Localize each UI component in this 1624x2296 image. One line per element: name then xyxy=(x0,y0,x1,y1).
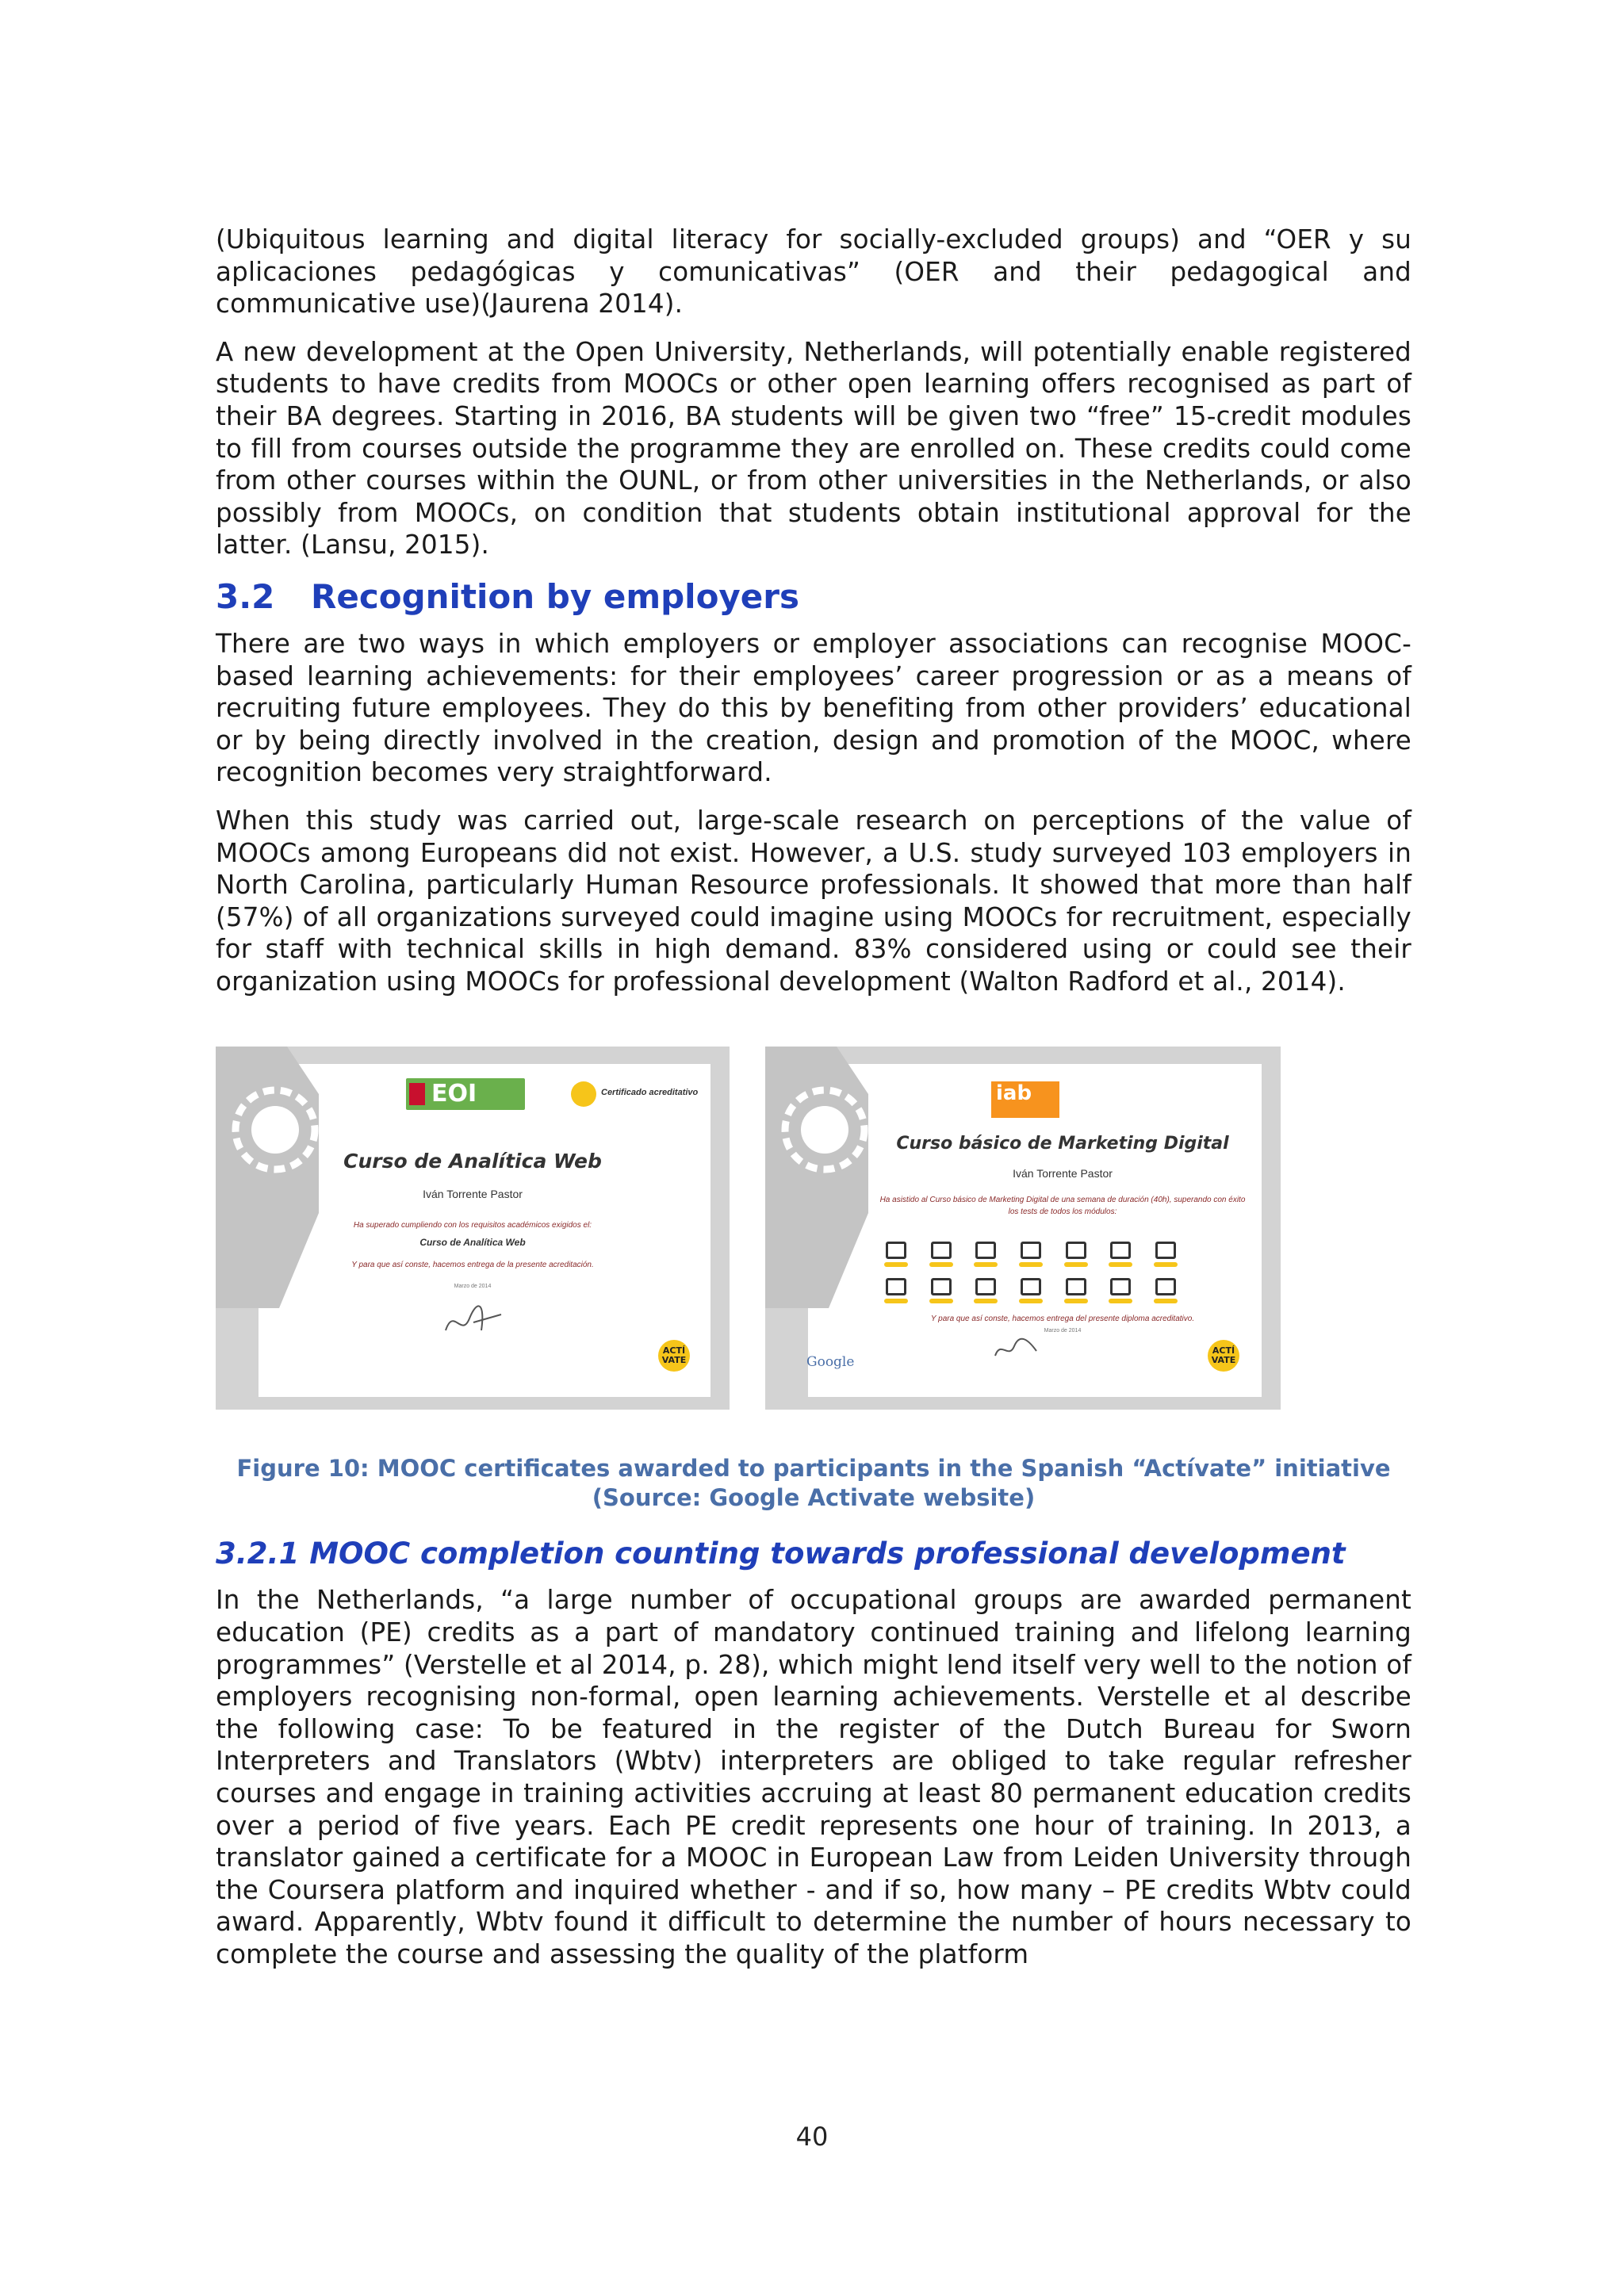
module-icons-row xyxy=(884,1242,1178,1267)
eoi-logo-text: EOI xyxy=(431,1080,477,1108)
section-heading xyxy=(216,577,1411,617)
module-icon xyxy=(1109,1278,1132,1303)
iab-logo-text: iab xyxy=(996,1081,1032,1106)
certificate-marketing-digital xyxy=(765,1047,1281,1410)
figure-certificates xyxy=(216,1047,1411,1413)
module-icon xyxy=(1019,1278,1043,1303)
paragraph: In the Netherlands, “a large number of occupational groups are awarded permanent education (PE) credits as a part of mandatory continued training and lifelong learning programmes” (Verstelle et al 2014, p. 28), which might lend itself very well to the notion of employers recognising non-formal, open learning achievements. Verstelle et al describe the following case: To be featured in the register of the Dutch Bureau for Sworn Interpreters and Translators (Wbtv) interpreters are obliged to take regular refresher courses and engage in training activities accruing at least 80 permanent education credits over a period of five years. Each PE credit represents one hour of training. In 2013, a translator gained a certificate for a MOOC in European Law from Leiden University through the Coursera platform and inquired whether - and if so, how many – PE credits Wbtv could award. Apparently, Wbtv found it difficult to determine the number of hours necessary to complete the course and assessing the quality of the platform xyxy=(216,1585,1411,1969)
module-icon xyxy=(1154,1242,1178,1267)
certificate-text: Y para que así conste, hacemos entrega del presente diploma acreditativo. xyxy=(930,1314,1195,1324)
module-icons-row xyxy=(884,1278,1178,1303)
subsection-heading: 3.2.1 MOOC completion counting towards professional development xyxy=(216,1536,1346,1571)
certificate-text: Ha asistido al Curso básico de Marketing Digital de una semana de duración (40h), superando con éxito los tests de todos los módulos: xyxy=(879,1196,1246,1217)
paragraph: A new development at the Open University, Netherlands, will potentially enable registered students to have credits from MOOCs or other open learning offers recognised as part of their BA degrees. Starting in 2016, BA students will be given two “free” 15-credit modules to fill from courses outside the programme they are enrolled on. These credits could come from other courses within the OUNL, or from other universities in the Netherlands, or also possibly from MOOCs, on condition that students obtain institutional approval for the latter. (Lansu, 2015). xyxy=(216,336,1411,561)
figure-caption-line: (Source: Google Activate website) xyxy=(592,1484,1036,1512)
section-title: Recognition by employers xyxy=(311,576,799,616)
certificate-title: Curso básico de Marketing Digital xyxy=(896,1134,1229,1154)
certificate-title: Curso de Analítica Web xyxy=(343,1150,602,1173)
certificate-analitica-web xyxy=(216,1047,730,1410)
module-icon xyxy=(1064,1278,1088,1303)
activate-badge: ACTÍ VATE xyxy=(658,1340,690,1372)
certificate-recipient: Iván Torrente Pastor xyxy=(1013,1167,1113,1181)
paragraph: There are two ways in which employers or employer associations can recognise MOOC-based learning achievements: for their employees’ career progression or as a means of recruiting future employees. They do this by benefiting from other providers’ educational or by being directly involved in the creation, design and promotion of the MOOC, where recognition becomes very straightforward. xyxy=(216,628,1411,788)
activate-badge: ACTÍ VATE xyxy=(1208,1340,1239,1372)
module-icon xyxy=(1064,1242,1088,1267)
module-icon xyxy=(884,1242,908,1267)
section-number: 3.2 xyxy=(216,576,275,616)
certified-label: Certificado acreditativo xyxy=(601,1088,699,1098)
certificate-date: Marzo de 2014 xyxy=(454,1284,492,1290)
paragraph: (Ubiquitous learning and digital literacy for socially-excluded groups) and “OER y su aplicaciones pedagógicas y comunicativas” (OER and their pedagogical and communicative use)(Jaurena 2014). xyxy=(216,224,1411,320)
page-number: 40 xyxy=(795,2122,829,2152)
certificate-text: Ha superado cumpliendo con los requisitos académicos exigidos el: xyxy=(353,1221,592,1230)
figure-caption xyxy=(216,1454,1411,1513)
iab-logo xyxy=(991,1081,1059,1118)
module-icon xyxy=(1109,1242,1132,1267)
module-icon xyxy=(884,1278,908,1303)
signature xyxy=(438,1299,509,1346)
module-icon xyxy=(1154,1278,1178,1303)
module-icon xyxy=(974,1242,998,1267)
certificate-text: Y para que así conste, hacemos entrega de la presente acreditación. xyxy=(351,1261,594,1270)
module-icon xyxy=(1019,1242,1043,1267)
module-icons xyxy=(884,1242,1178,1314)
figure-caption-line: Figure 10: MOOC certificates awarded to participants in the Spanish “Actívate” initiative xyxy=(236,1455,1391,1483)
eoi-logo xyxy=(406,1078,525,1110)
paragraph: When this study was carried out, large-scale research on perceptions of the value of MOOCs among Europeans did not exist. However, a U.S. study surveyed 103 employers in North Carolina, particularly Human Resource professionals. It showed that more than half (57%) of all organizations surveyed could imagine using MOOCs for recruitment, especially for staff with technical skills in high demand. 83% considered using or could see their organization using MOOCs for professional development (Walton Radford et al., 2014). xyxy=(216,805,1411,997)
certificate-recipient: Iván Torrente Pastor xyxy=(423,1188,523,1201)
certificate-course: Curso de Analítica Web xyxy=(419,1237,526,1249)
module-icon xyxy=(929,1278,953,1303)
page-content xyxy=(216,224,1411,1987)
google-logo: Google xyxy=(806,1354,855,1371)
certificate-date: Marzo de 2014 xyxy=(1044,1328,1082,1334)
signature xyxy=(989,1332,1044,1364)
spain-flag-icon xyxy=(409,1083,425,1105)
module-icon xyxy=(974,1278,998,1303)
module-icon xyxy=(929,1242,953,1267)
